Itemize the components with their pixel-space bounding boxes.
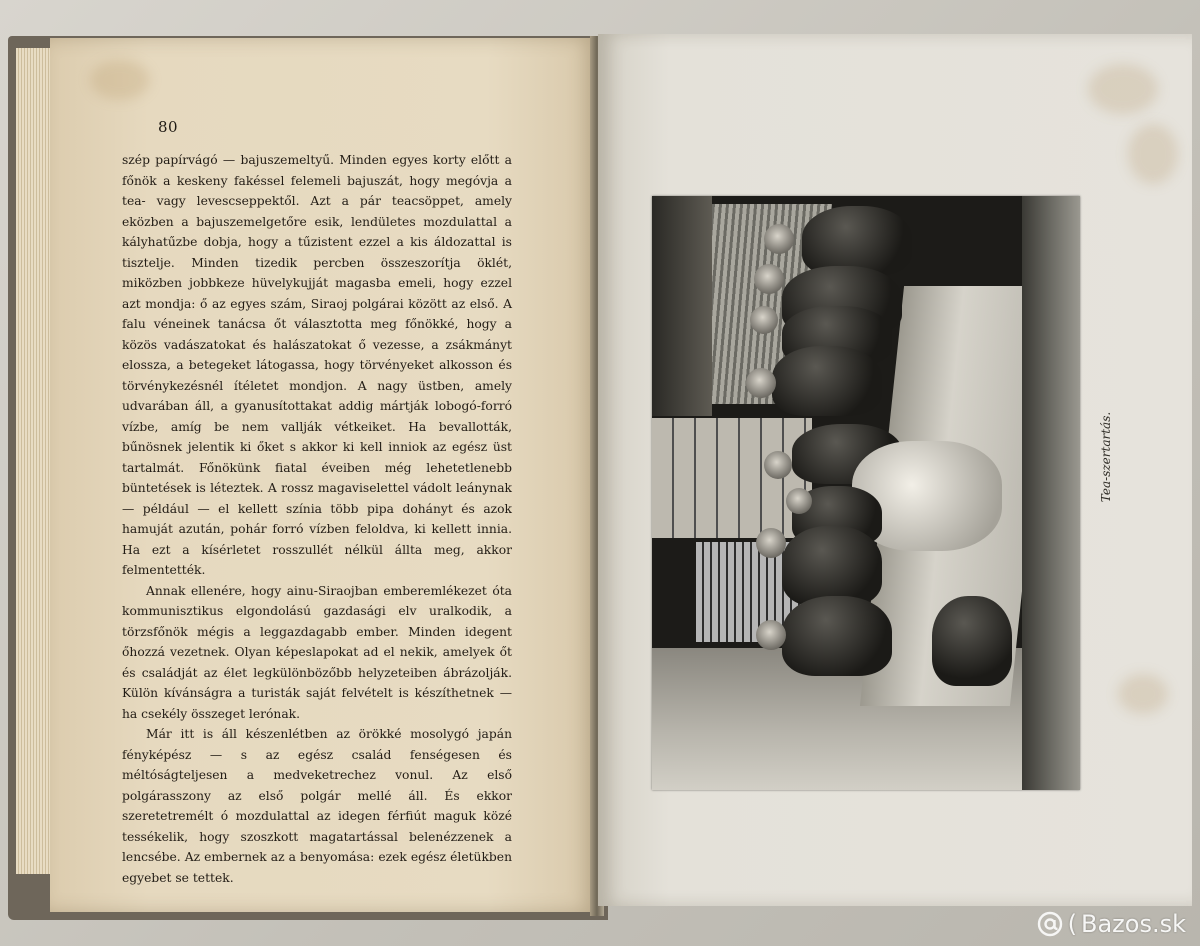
page-number: 80 bbox=[158, 118, 179, 136]
photo-face bbox=[786, 488, 812, 514]
photo-figure bbox=[782, 526, 882, 606]
photo-face bbox=[756, 528, 786, 558]
page-edges bbox=[16, 48, 52, 874]
photo-face bbox=[756, 620, 786, 650]
parenthesis-logo-icon: ( bbox=[1067, 910, 1077, 938]
photo-face bbox=[750, 306, 778, 334]
watermark bbox=[1036, 910, 1186, 938]
photo-right-wall bbox=[1022, 196, 1080, 790]
photo-face bbox=[754, 264, 784, 294]
paragraph: Annak ellenére, hogy ainu-Siraojban emberemlékezet óta kommunisztikus elgondolású gazdasági elv uralkodik, a törzsfőnök mégis a leggazdagabb ember. Minden idegent őhozzá vezetnek. Olyan képeslapokat ad el nekik, amelyek őt és családját az élet legkülönbözőbb helyzeteiben ábrázolják. Külön kívánságra a turisták saját felvételt is készíthetnek — ha csekély összeget lerónak. bbox=[122, 583, 512, 721]
paragraph: Már itt is áll készenlétben az örökké mosolygó japán fényképész — s az egész család fenségesen és méltóságteljesen a medveketrechez vonul. Az első polgárasszony az első polgár mellé áll. És ekkor szeretetremélt ó mozdulattal az idegen férfiút maguk közé tessékelik, hogy szoszkott magatartással belenézzenek a lencsébe. Az embernek az a benyomása: ezek egész életükben egyebet se tettek. bbox=[122, 727, 512, 885]
page-stain bbox=[1088, 64, 1158, 114]
photo-dark-wall bbox=[652, 196, 712, 416]
photo-face bbox=[764, 451, 792, 479]
page-stain bbox=[90, 60, 150, 100]
photo-shoji-screen bbox=[652, 418, 812, 538]
at-sign-icon bbox=[1036, 910, 1064, 938]
photo-caption: Tea-szertartás. bbox=[1099, 411, 1113, 503]
photo-tea-utensils bbox=[932, 596, 1012, 686]
paragraph: szép papírvágó — bajuszemeltyű. Minden egyes korty előtt a főnök a keskeny fakéssel felemeli bajuszát, hogy megóvja a tea- vagy levescseppektől. Azt a pár teacsöppet, amely eközben a bajuszemelgetőre esik, lendületes mozdulattal a kályhatűzbe dobja, hogy a tűzistent ezzel a kis áldozattal is tisztelje. Minden tizedik percben összeszorítja öklét, miközben jobbkeze hüvelykujját magasba emeli, hogy ezzel azt mondja: ő az egyes szám, Siraoj polgárai között az első. A falu véneinek tanácsa őt választotta meg főnökké, hogy a közös vadászatokat és halászatokat ő vezesse, a zsákmányt elossza, a betegeket látogassa, hogy törvényeket alkosson és törvénykezésnél ítéletet mondjon. A nagy üstben, amely udvarában áll, a gyanusítottakat addig mártják lobogó-forró vízbe, amíg be nem vallják vétkeiket. Ha bevallották, bűnösnek jelentik ki őket s akkor ki kell inniok az egész üst tartalmát. Főnökünk fiatal éveiben még lehetetlenebb büntetések is léteztek. A rossz magaviselettel vádolt leánynak — például — el kellett színia több pipa dohányt és azok hamuját azután, pohár forró vízben feloldva, ki kellett innia. Ha ezt a kísérletet rosszullét nélkül állta meg, akkor felmentették. bbox=[122, 153, 512, 577]
photo-figure bbox=[772, 346, 882, 416]
page-stain bbox=[1128, 124, 1178, 184]
body-text bbox=[122, 150, 512, 888]
photo-figure bbox=[782, 596, 892, 676]
page-stain bbox=[1118, 674, 1168, 714]
photo-face bbox=[764, 224, 794, 254]
tea-ceremony-photograph bbox=[652, 196, 1080, 790]
watermark-text: Bazos.sk bbox=[1081, 910, 1186, 938]
photo-face bbox=[746, 368, 776, 398]
